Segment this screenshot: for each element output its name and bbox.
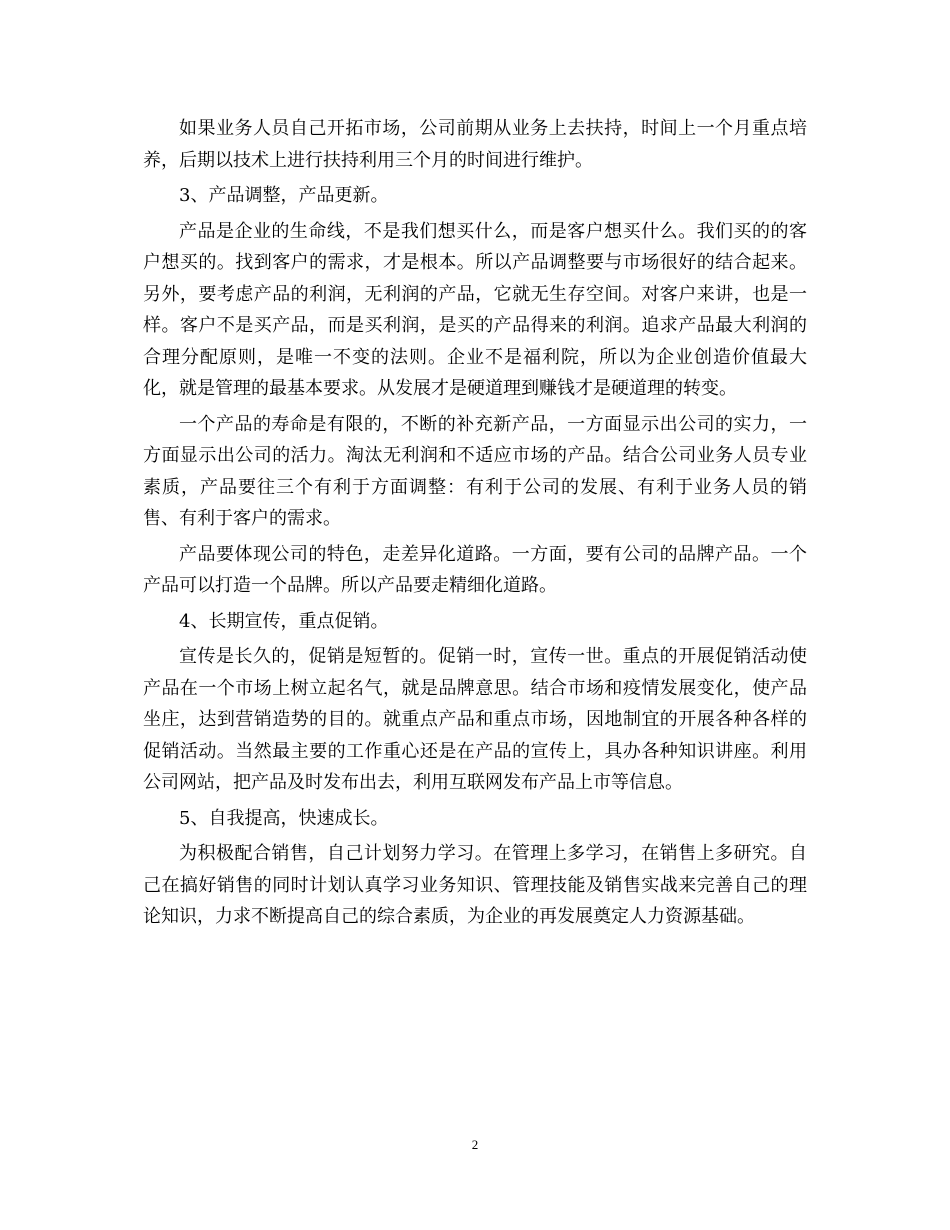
document-body xyxy=(143,113,807,937)
page-number: 2 xyxy=(471,1137,479,1152)
paragraph-product-lifespan: 一个产品的寿命是有限的，不断的补充新产品，一方面显示出公司的实力，一方面显示出公司的活力。淘汰无利润和不适应市场的产品。结合公司业务人员专业素质，产品要往三个有利于方面调整：有利于公司的发展、有利于业务人员的销售、有利于客户的需求。 xyxy=(143,413,807,529)
paragraph-product-differentiation: 产品要体现公司的特色，走差异化道路。一方面，要有公司的品牌产品。一个产品可以打造一个品牌。所以产品要走精细化道路。 xyxy=(143,543,807,596)
heading-product-adjustment: 3、产品调整，产品更新。 xyxy=(179,185,389,206)
heading-self-improvement: 5、自我提高，快速成长。 xyxy=(179,807,389,829)
paragraph-promotion: 宣传是长久的，促销是短暂的。促销一时，宣传一世。重点的开展促销活动使产品在一个市场上树立起名气，就是品牌意思。结合市场和疫情发展变化，使产品坐庄，达到营销造势的目的。就重点产品和重点市场，因地制宜的开展各种各样的促销活动。当然最主要的工作重心还是在产品的宣传上，具办各种知识讲座。利用公司网站，把产品及时发布出去，利用互联网发布产品上市等信息。 xyxy=(143,646,807,793)
paragraph-product-lifeline: 产品是企业的生命线，不是我们想买什么，而是客户想买什么。我们买的的客户想买的。找到客户的需求，才是根本。所以产品调整要与市场很好的结合起来。另外，要考虑产品的利润，无利润的产品，它就无生存空间。对客户来讲，也是一样。客户不是买产品，而是买利润，是买的产品得来的利润。追求产品最大利润的合理分配原则，是唯一不变的法则。企业不是福利院，所以为企业创造价值最大化，就是管理的最基本要求。从发展才是硬道理到赚钱才是硬道理的转变。 xyxy=(143,220,807,399)
heading-promotion: 4、长期宣传，重点促销。 xyxy=(179,610,389,632)
paragraph-self-improvement: 为积极配合销售，自己计划努力学习。在管理上多学习，在销售上多研究。自己在搞好销售的同时计划认真学习业务知识、管理技能及销售实战来完善自己的理论知识，力求不断提高自己的综合素质，为企业的再发展奠定人力资源基础。 xyxy=(143,843,807,927)
paragraph-business-support: 如果业务人员自己开拓市场，公司前期从业务上去扶持，时间上一个月重点培养，后期以技术上进行扶持利用三个月的时间进行维护。 xyxy=(143,118,807,171)
